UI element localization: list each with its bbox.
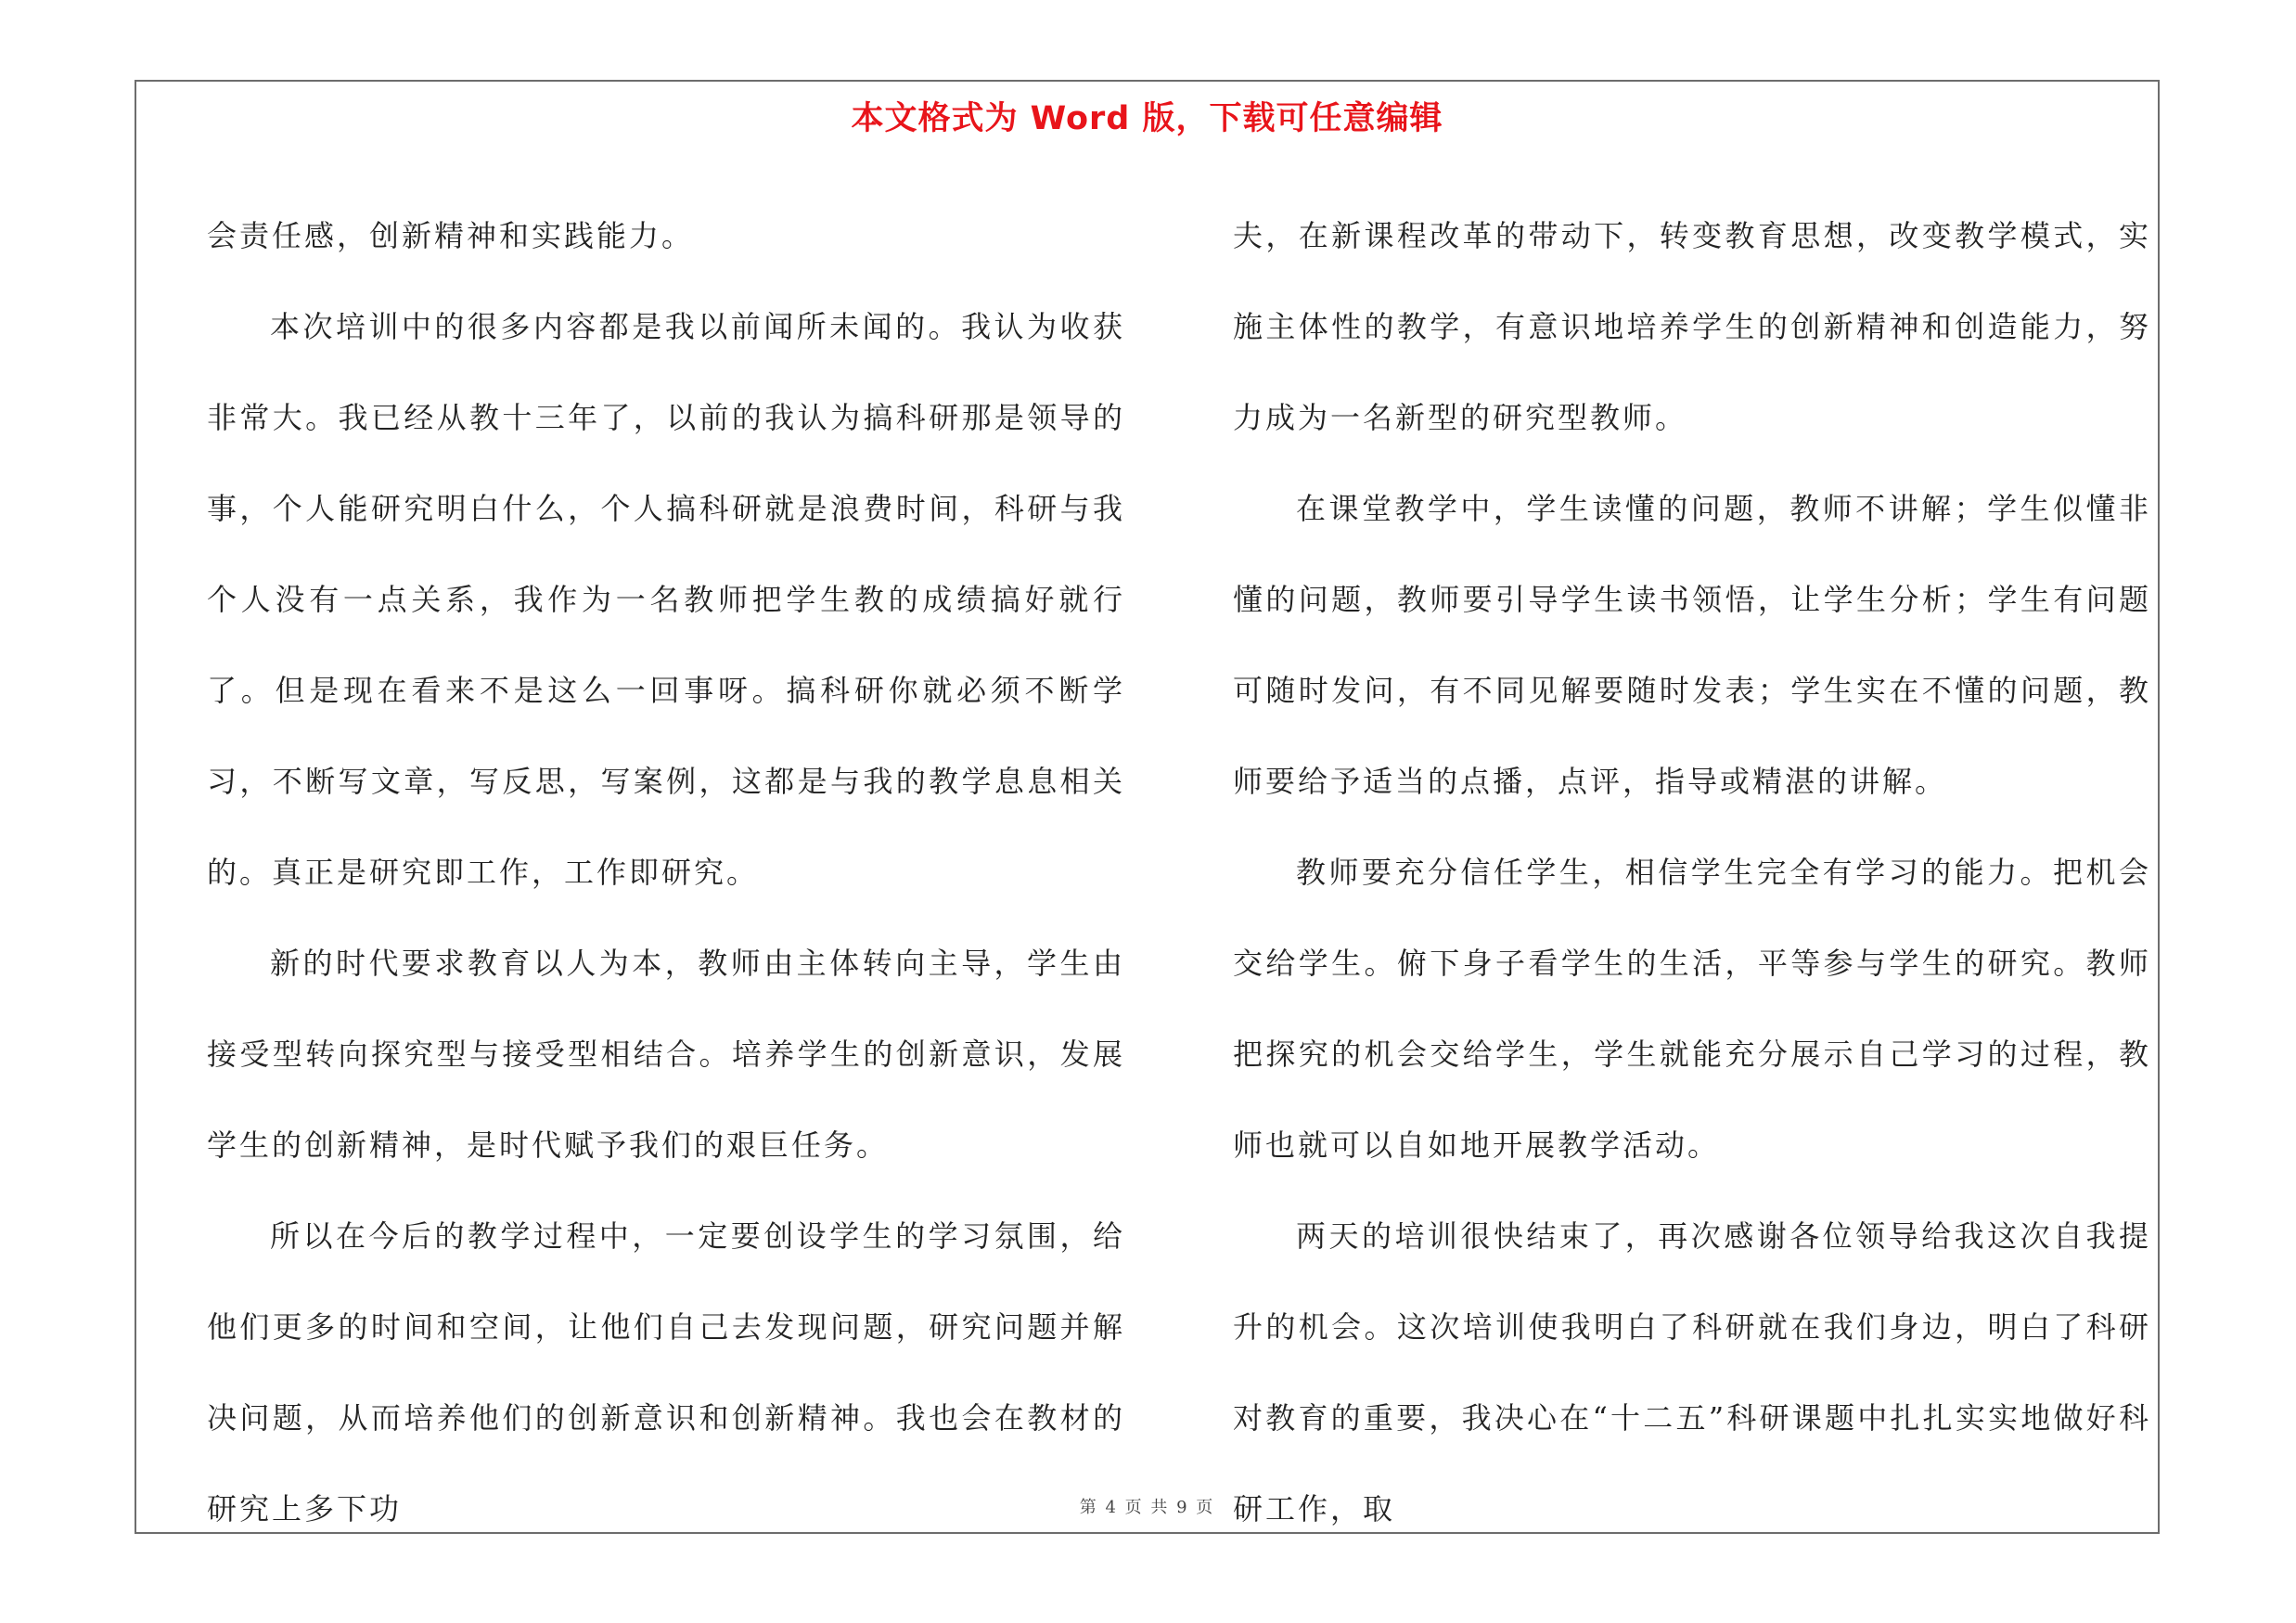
right-text-column — [1233, 190, 2151, 1554]
word-format-notice: 本文格式为 Word 版，下载可任意编辑 — [851, 100, 1443, 137]
paragraph: 两天的培训很快结束了，再次感谢各位领导给我这次自我提升的机会。这次培训使我明白了科研就在我们身边，明白了科研对教育的重要，我决心在“十二五”科研课题中扎扎实实地做好科研工作，取 — [1233, 1218, 2151, 1526]
paragraph: 本次培训中的很多内容都是我以前闻所未闻的。我认为收获非常大。我已经从教十三年了，以前的我认为搞科研那是领导的事，个人能研究明白什么，个人搞科研就是浪费时间，科研与我个人没有一点关系，我作为一名教师把学生教的成绩搞好就行了。但是现在看来不是这么一回事呀。搞科研你就必须不断学习，不断写文章，写反思，写案例，这都是与我的教学息息相关的。真正是研究即工作，工作即研究。 — [207, 309, 1125, 890]
paragraph: 在课堂教学中，学生读懂的问题，教师不讲解；学生似懂非懂的问题，教师要引导学生读书领悟，让学生分析；学生有问题可随时发问，有不同见解要随时发表；学生实在不懂的问题，教师要给予适当的点播，点评，指导或精湛的讲解。 — [1233, 491, 2151, 799]
paragraph: 教师要充分信任学生，相信学生完全有学习的能力。把机会交给学生。俯下身子看学生的生活，平等参与学生的研究。教师把探究的机会交给学生，学生就能充分展示自己学习的过程，教师也就可以自如地开展教学活动。 — [1233, 855, 2151, 1163]
left-text-column — [207, 190, 1125, 1554]
paragraph: 夫，在新课程改革的带动下，转变教育思想，改变教学模式，实施主体性的教学，有意识地培养学生的创新精神和创造能力，努力成为一名新型的研究型教师。 — [1233, 218, 2151, 435]
document-page — [135, 80, 2160, 1534]
paragraph: 会责任感，创新精神和实践能力。 — [207, 218, 695, 253]
paragraph: 新的时代要求教育以人为本，教师由主体转向主导，学生由接受型转向探究型与接受型相结合。培养学生的创新意识，发展学生的创新精神，是时代赋予我们的艰巨任务。 — [207, 946, 1125, 1163]
page-number: 第 4 页 共 9 页 — [1079, 1498, 1215, 1517]
paragraph: 所以在今后的教学过程中，一定要创设学生的学习氛围，给他们更多的时间和空间，让他们自己去发现问题，研究问题并解决问题，从而培养他们的创新意识和创新精神。我也会在教材的研究上多下功 — [207, 1218, 1125, 1526]
